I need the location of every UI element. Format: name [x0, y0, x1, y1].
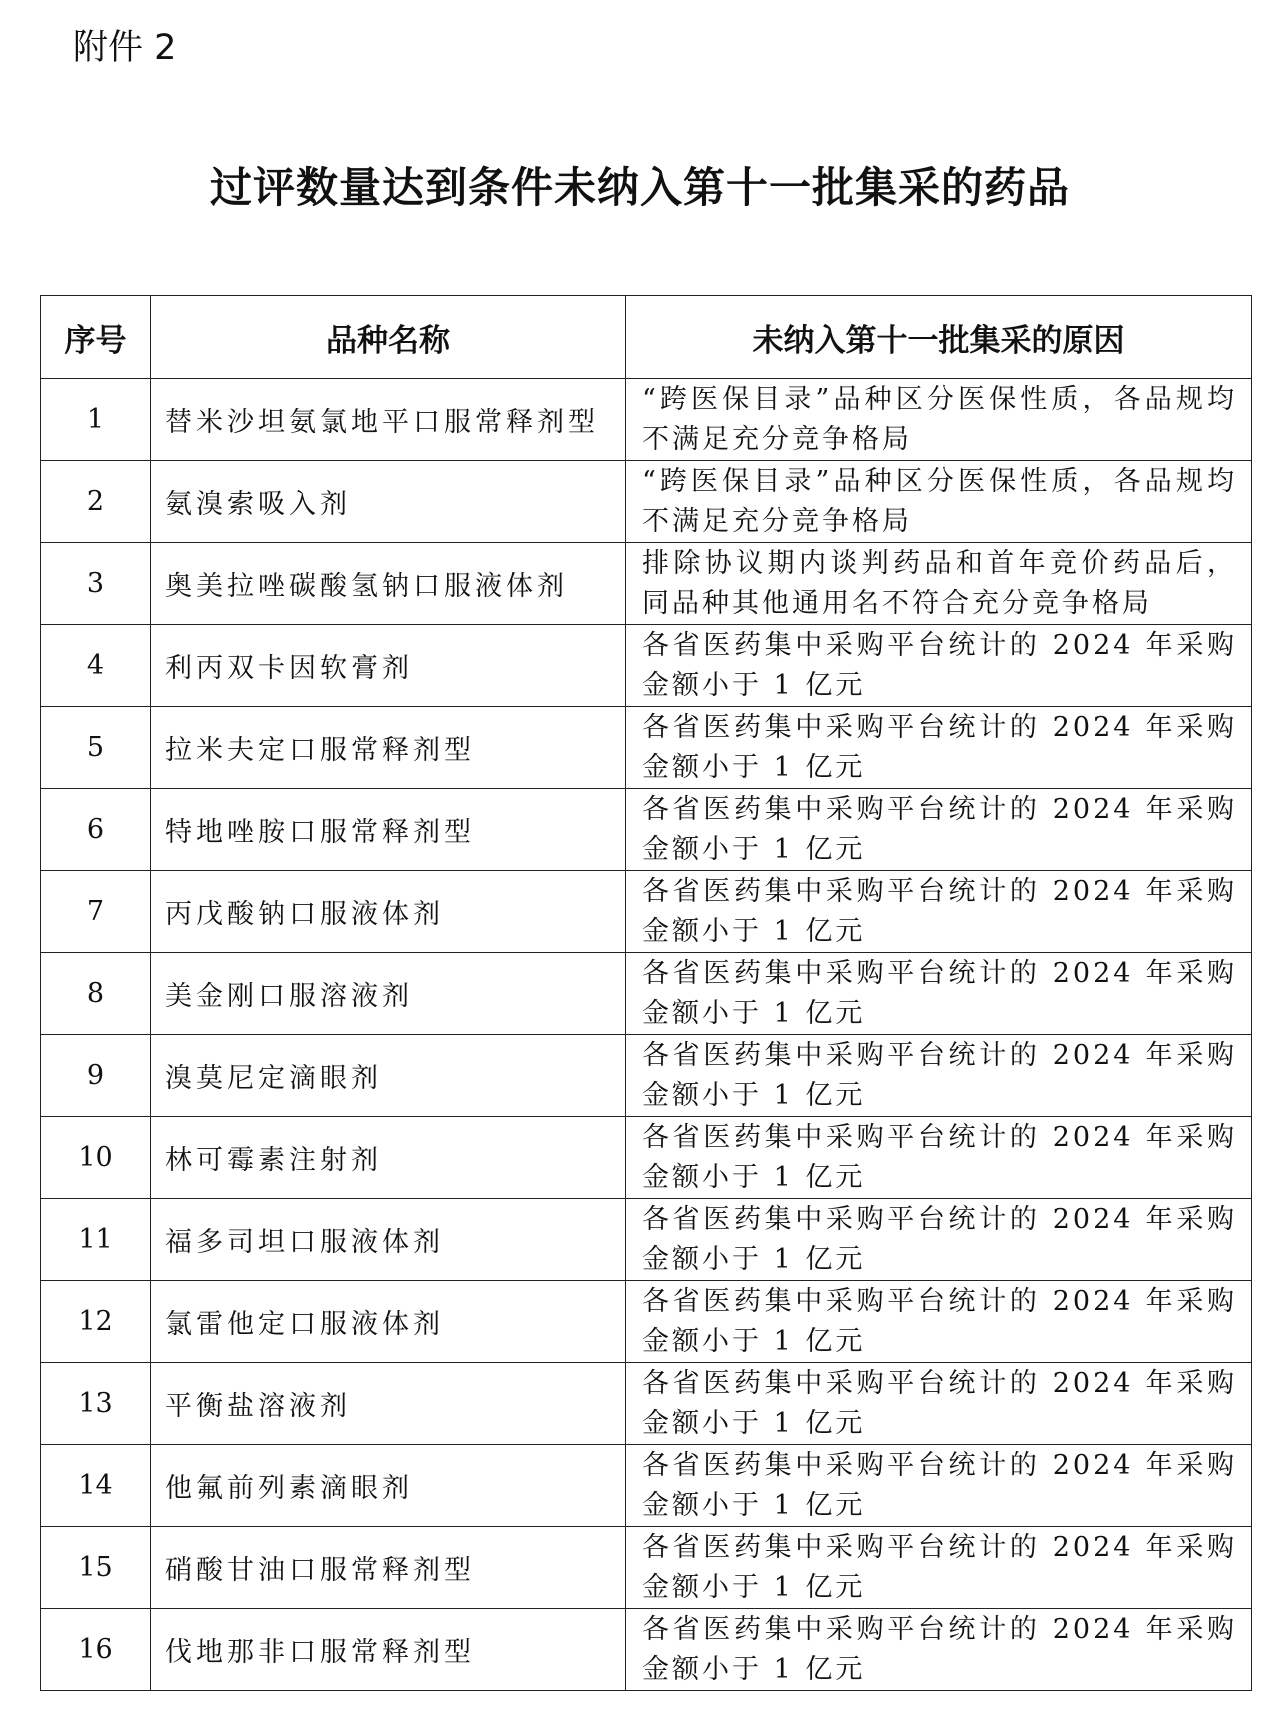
row-reason: 各省医药集中采购平台统计的 2024 年采购金额小于 1 亿元	[626, 1281, 1252, 1363]
document-title: 过评数量达到条件未纳入第十一批集采的药品	[209, 163, 1070, 212]
row-no: 4	[41, 625, 151, 707]
row-no: 6	[41, 789, 151, 871]
row-reason: 各省医药集中采购平台统计的 2024 年采购金额小于 1 亿元	[626, 625, 1252, 707]
table-row	[41, 707, 1252, 789]
row-name: 伐地那非口服常释剂型	[151, 1609, 626, 1691]
row-no: 14	[41, 1445, 151, 1527]
attachment-label: 附件 2	[73, 28, 177, 68]
table-row	[41, 1281, 1252, 1363]
table-row	[41, 953, 1252, 1035]
table-row	[41, 1445, 1252, 1527]
row-name: 美金刚口服溶液剂	[151, 953, 626, 1035]
row-no: 2	[41, 461, 151, 543]
table-row	[41, 789, 1252, 871]
row-reason: 各省医药集中采购平台统计的 2024 年采购金额小于 1 亿元	[626, 1363, 1252, 1445]
row-reason: 各省医药集中采购平台统计的 2024 年采购金额小于 1 亿元	[626, 1609, 1252, 1691]
row-no: 3	[41, 543, 151, 625]
table-row	[41, 625, 1252, 707]
table-row	[41, 1117, 1252, 1199]
table-row	[41, 1527, 1252, 1609]
table-row	[41, 461, 1252, 543]
row-no: 15	[41, 1527, 151, 1609]
table-row	[41, 1035, 1252, 1117]
row-reason: 各省医药集中采购平台统计的 2024 年采购金额小于 1 亿元	[626, 871, 1252, 953]
row-no: 11	[41, 1199, 151, 1281]
row-name: 福多司坦口服液体剂	[151, 1199, 626, 1281]
row-reason: 排除协议期内谈判药品和首年竞价药品后，同品种其他通用名不符合充分竞争格局	[626, 543, 1252, 625]
table-header-row	[41, 296, 1252, 379]
row-no: 13	[41, 1363, 151, 1445]
row-name: 氯雷他定口服液体剂	[151, 1281, 626, 1363]
table-row	[41, 379, 1252, 461]
row-no: 12	[41, 1281, 151, 1363]
row-reason: 各省医药集中采购平台统计的 2024 年采购金额小于 1 亿元	[626, 1035, 1252, 1117]
row-name: 平衡盐溶液剂	[151, 1363, 626, 1445]
row-no: 8	[41, 953, 151, 1035]
row-name: 硝酸甘油口服常释剂型	[151, 1527, 626, 1609]
row-reason: 各省医药集中采购平台统计的 2024 年采购金额小于 1 亿元	[626, 1527, 1252, 1609]
row-name: 氨溴索吸入剂	[151, 461, 626, 543]
row-no: 7	[41, 871, 151, 953]
header-no: 序号	[41, 296, 151, 379]
row-reason: 各省医药集中采购平台统计的 2024 年采购金额小于 1 亿元	[626, 1117, 1252, 1199]
table-body	[41, 379, 1252, 1691]
row-name: 奥美拉唑碳酸氢钠口服液体剂	[151, 543, 626, 625]
table-row	[41, 1363, 1252, 1445]
row-name: 拉米夫定口服常释剂型	[151, 707, 626, 789]
row-name: 替米沙坦氨氯地平口服常释剂型	[151, 379, 626, 461]
header-name: 品种名称	[151, 296, 626, 379]
row-no: 9	[41, 1035, 151, 1117]
drug-table	[40, 295, 1252, 1691]
row-name: 溴莫尼定滴眼剂	[151, 1035, 626, 1117]
row-name: 他氟前列素滴眼剂	[151, 1445, 626, 1527]
row-no: 10	[41, 1117, 151, 1199]
table-row	[41, 1199, 1252, 1281]
row-reason: 各省医药集中采购平台统计的 2024 年采购金额小于 1 亿元	[626, 953, 1252, 1035]
row-name: 丙戊酸钠口服液体剂	[151, 871, 626, 953]
row-name: 林可霉素注射剂	[151, 1117, 626, 1199]
table-header	[41, 296, 1252, 379]
table-row	[41, 1609, 1252, 1691]
row-reason: “跨医保目录”品种区分医保性质，各品规均不满足充分竞争格局	[626, 461, 1252, 543]
row-reason: 各省医药集中采购平台统计的 2024 年采购金额小于 1 亿元	[626, 789, 1252, 871]
header-reason: 未纳入第十一批集采的原因	[626, 296, 1252, 379]
row-reason: “跨医保目录”品种区分医保性质，各品规均不满足充分竞争格局	[626, 379, 1252, 461]
table-row	[41, 871, 1252, 953]
row-reason: 各省医药集中采购平台统计的 2024 年采购金额小于 1 亿元	[626, 1199, 1252, 1281]
row-name: 特地唑胺口服常释剂型	[151, 789, 626, 871]
row-no: 1	[41, 379, 151, 461]
row-no: 16	[41, 1609, 151, 1691]
row-reason: 各省医药集中采购平台统计的 2024 年采购金额小于 1 亿元	[626, 1445, 1252, 1527]
table-row	[41, 543, 1252, 625]
row-name: 利丙双卡因软膏剂	[151, 625, 626, 707]
row-reason: 各省医药集中采购平台统计的 2024 年采购金额小于 1 亿元	[626, 707, 1252, 789]
row-no: 5	[41, 707, 151, 789]
